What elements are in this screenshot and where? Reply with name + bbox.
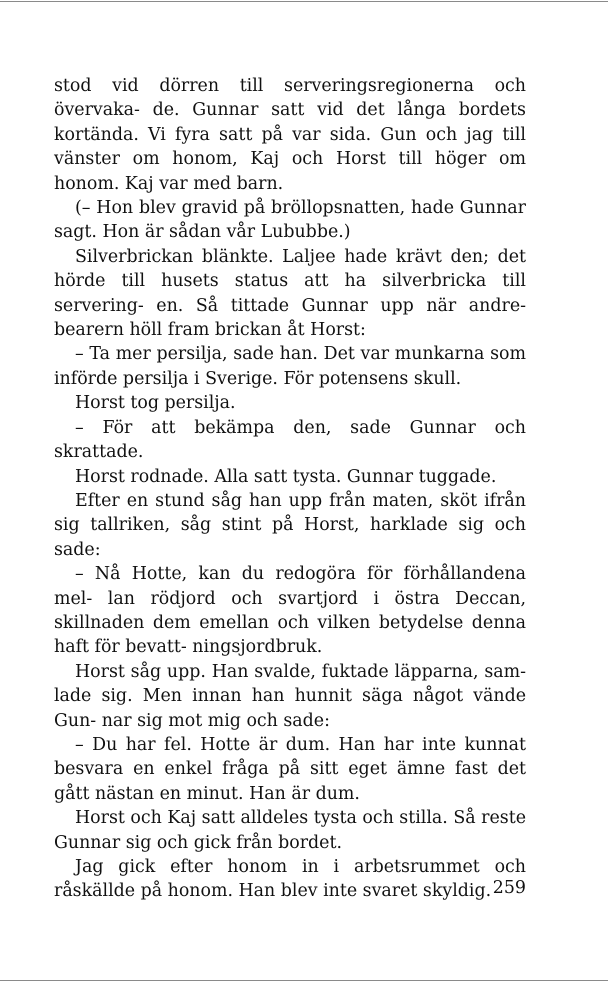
paragraph-3: Silverbrickan blänkte. Laljee hade krävt den; det hörde till husets status att ha silverbricka till servering- en. Så tittade Gunnar upp när andre-bearern höll fram brickan åt Horst: [54,246,526,341]
top-scan-edge [0,1,608,2]
paragraph-11: – Du har fel. Hotte är dum. Han har inte kunnat besvara en enkel fråga på sitt eget ämne fast det gått nästan en minut. Han är dum. [54,734,526,804]
page-number: 259 [492,878,526,898]
paragraph-5: Horst tog persilja. [75,393,236,414]
paragraph-6: – För att bekämpa den, sade Gunnar och skrattade. [54,417,526,463]
paragraph-7: Horst rodnade. Alla satt tysta. Gunnar tuggade. [75,466,497,487]
paragraph-1: stod vid dörren till serveringsregionerna och övervaka- de. Gunnar satt vid det långa bordets kortända. Vi fyra satt på var sida. Gun och jag till vänster om honom, Kaj och Horst till höger om honom. Kaj var med barn. [54,76,526,194]
paragraph-2: (– Hon blev gravid på bröllopsnatten, hade Gunnar sagt. Hon är sådan vår Lububbe.) [54,198,526,243]
paragraph-12: Horst och Kaj satt alldeles tysta och stilla. Så reste Gunnar sig och gick från bordet. [54,808,526,853]
paragraph-10: Horst såg upp. Han svalde, fuktade läpparna, sam- lade sig. Men innan han hunnit säga något vände Gun- nar sig mot mig och sade: [54,661,526,731]
paragraph-13: Jag gick efter honom in i arbetsrummet och råskällde på honom. Han blev inte svaret skyldig. [54,857,526,902]
bottom-scan-edge [0,980,608,981]
paragraph-8: Efter en stund såg han upp från maten, sköt ifrån sig tallriken, såg stint på Horst, harklade sig och sade: [54,490,526,560]
body-text [54,74,526,904]
paragraph-4: – Ta mer persilja, sade han. Det var munkarna som införde persilja i Sverige. För potensens skull. [54,344,526,389]
paragraph-9: – Nå Hotte, kan du redogöra för förhållandena mel- lan rödjord och svartjord i östra Deccan, skillnaden dem emellan och vilken betydelse denna haft för bevatt- ningsjordbruk. [54,564,526,658]
